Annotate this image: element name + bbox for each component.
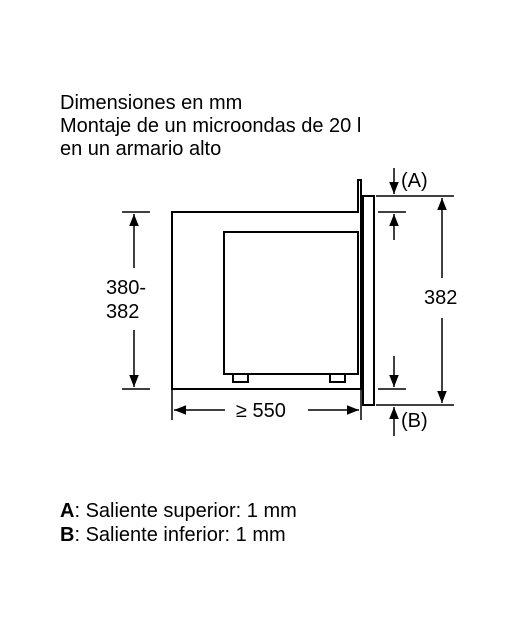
height-right-label: 382: [424, 287, 458, 309]
microwave-foot-right: [330, 374, 345, 382]
height-left-label-1: 380-: [106, 277, 147, 299]
legend-key-b: B: [60, 524, 75, 546]
legend-text-a: : Saliente superior: 1 mm: [74, 500, 297, 522]
height-left-label-2: 382: [106, 301, 140, 323]
title-line-3: en un armario alto: [60, 138, 222, 160]
overhang-a-label: (A): [401, 170, 428, 192]
microwave-foot-left: [233, 374, 248, 382]
front-panel: [363, 196, 374, 405]
legend-key-a: A: [60, 500, 75, 522]
overhang-b-label: (B): [401, 410, 428, 432]
cabinet-niche: [172, 180, 361, 389]
legend-text-b: : Saliente inferior: 1 mm: [74, 524, 286, 546]
title-line-1: Dimensiones en mm: [60, 92, 243, 114]
legend: [60, 499, 297, 547]
title-line-2: Montaje de un microondas de 20 l: [60, 115, 362, 137]
legend-row-a: [60, 499, 297, 523]
legend-row-b: [60, 523, 297, 547]
depth-label: ≥ 550: [236, 400, 286, 422]
microwave-body: [224, 232, 358, 374]
